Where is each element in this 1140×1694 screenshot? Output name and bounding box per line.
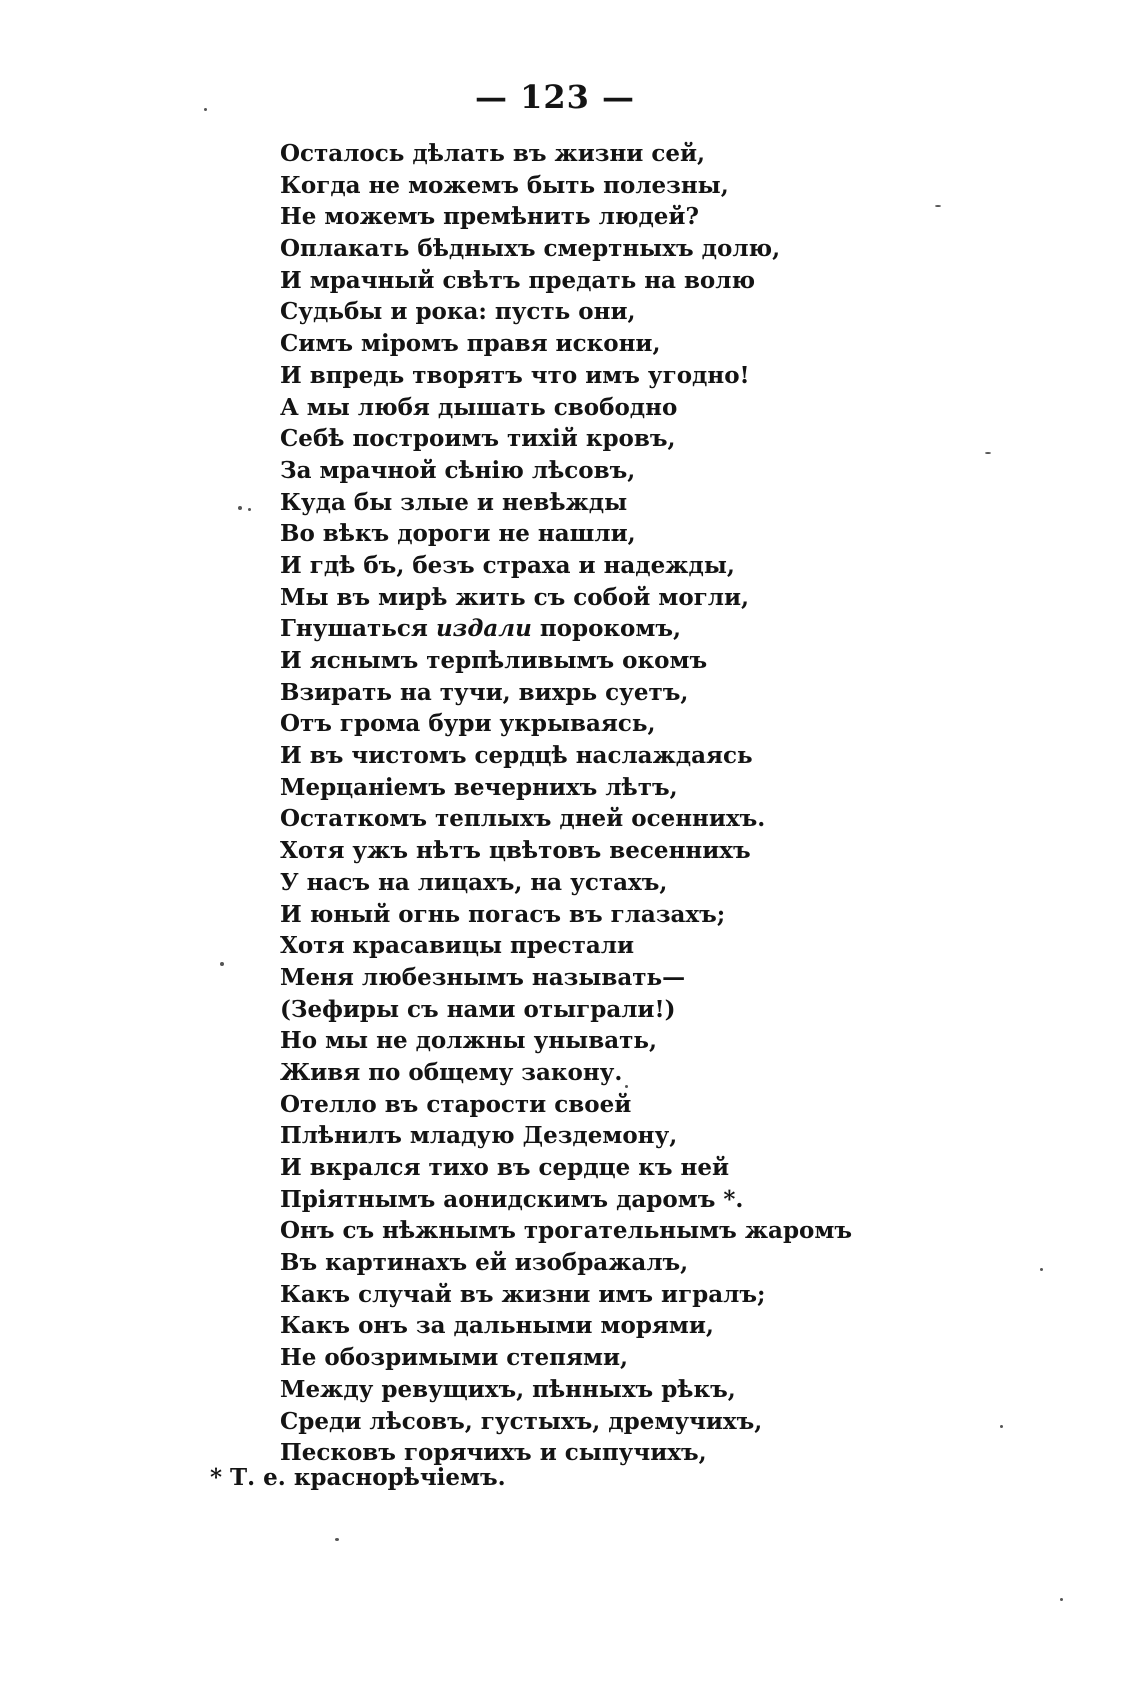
poem-line: У насъ на лицахъ, на устахъ, xyxy=(280,868,668,896)
poem-line: Отелло въ старости своей xyxy=(280,1090,632,1118)
scan-speck xyxy=(935,205,941,207)
scan-speck xyxy=(204,108,207,111)
scan-speck xyxy=(1060,1598,1063,1601)
poem-line: И гдѣ бъ, безъ страха и надежды, xyxy=(280,551,735,579)
poem-line: Отъ грома бури укрываясь, xyxy=(280,710,656,738)
poem-line: Плѣнилъ младую Дездемону, xyxy=(280,1122,678,1150)
poem-line: Мы въ мирѣ жить съ собой могли, xyxy=(280,583,750,611)
poem-line: Между ревущихъ, пѣнныхъ рѣкъ, xyxy=(280,1375,736,1403)
scan-speck xyxy=(335,1538,339,1541)
poem-line: Но мы не должны унывать, xyxy=(280,1027,657,1055)
poem-line: И вкрался тихо въ сердце къ ней xyxy=(280,1154,730,1181)
scan-speck xyxy=(1000,1425,1003,1428)
poem-line: Онъ съ нѣжнымъ трогательнымъ жаромъ xyxy=(280,1217,853,1245)
poem-line: Пріятнымъ аонидскимъ даромъ *. xyxy=(280,1185,744,1213)
scan-speck xyxy=(220,962,224,966)
poem-line: И мрачный свѣтъ предать на волю xyxy=(280,266,756,294)
italic-word: издали xyxy=(435,615,532,643)
poem-line: Въ картинахъ ей изображалъ, xyxy=(280,1249,689,1277)
poem-line: Среди лѣсовъ, густыхъ, дремучихъ, xyxy=(280,1407,763,1435)
poem-line: Куда бы злые и невѣжды xyxy=(280,488,628,516)
poem-line: Во вѣкъ дороги не нашли, xyxy=(280,520,636,548)
poem-line: И юный огнь погасъ въ глазахъ; xyxy=(280,900,726,928)
poem-line: Какъ случай въ жизни имъ игралъ; xyxy=(280,1280,766,1308)
poem-line-tail: порокомъ, xyxy=(539,615,681,643)
poem-line: Мерцаніемъ вечернихъ лѣтъ, xyxy=(280,773,678,801)
poem-line: Взирать на тучи, вихрь суетъ, xyxy=(280,678,689,706)
poem-line: И въ чистомъ сердцѣ наслаждаясь xyxy=(280,742,753,770)
scan-speck xyxy=(248,508,251,511)
poem-line: Оплакать бѣдныхъ смертныхъ долю, xyxy=(280,235,781,263)
poem-line: Когда не можемъ быть полезны, xyxy=(280,171,729,199)
poem-line: Судьбы и рока: пусть они, xyxy=(280,298,636,326)
page-number: — 123 — xyxy=(474,78,636,116)
poem-line: Меня любезнымъ называть— xyxy=(280,963,686,991)
scan-speck xyxy=(985,452,991,454)
poem-line: (Зефиры съ нами отыграли!) xyxy=(280,995,676,1023)
poem-line: Хотя ужъ нѣтъ цвѣтовъ весеннихъ xyxy=(280,837,751,865)
poem-line: И впредь творятъ что имъ угодно! xyxy=(280,361,750,389)
footnote: * Т. е. краснорѣчіемъ. xyxy=(210,1464,506,1491)
scan-speck xyxy=(1040,1268,1043,1271)
poem-text xyxy=(280,138,852,1469)
poem-line: Хотя красавицы престали xyxy=(280,932,635,960)
scan-speck xyxy=(625,1085,628,1088)
poem-line: Остаткомъ теплыхъ дней осеннихъ. xyxy=(280,805,766,833)
poem-line-with-italic xyxy=(280,613,852,645)
poem-line: Не можемъ премѣнить людей? xyxy=(280,203,699,231)
poem-line: Песковъ горячихъ и сыпучихъ, xyxy=(280,1439,707,1467)
poem-line: Не обозримыми степями, xyxy=(280,1344,629,1372)
poem-line: А мы любя дышать свободно xyxy=(280,393,678,421)
poem-line: Какъ онъ за дальными морями, xyxy=(280,1312,714,1340)
poem-line: За мрачной сѣнію лѣсовъ, xyxy=(280,456,636,484)
poem-line: Симъ міромъ правя искони, xyxy=(280,330,661,358)
poem-line: Живя по общему закону. xyxy=(280,1058,623,1086)
poem-line: И яснымъ терпѣливымъ окомъ xyxy=(280,647,708,674)
poem-line: Осталось дѣлать въ жизни сей, xyxy=(280,140,706,167)
poem-line: Себѣ построимъ тихій кровъ, xyxy=(280,425,676,453)
scan-speck xyxy=(238,506,242,510)
poem-line-head: Гнушаться xyxy=(280,615,428,643)
